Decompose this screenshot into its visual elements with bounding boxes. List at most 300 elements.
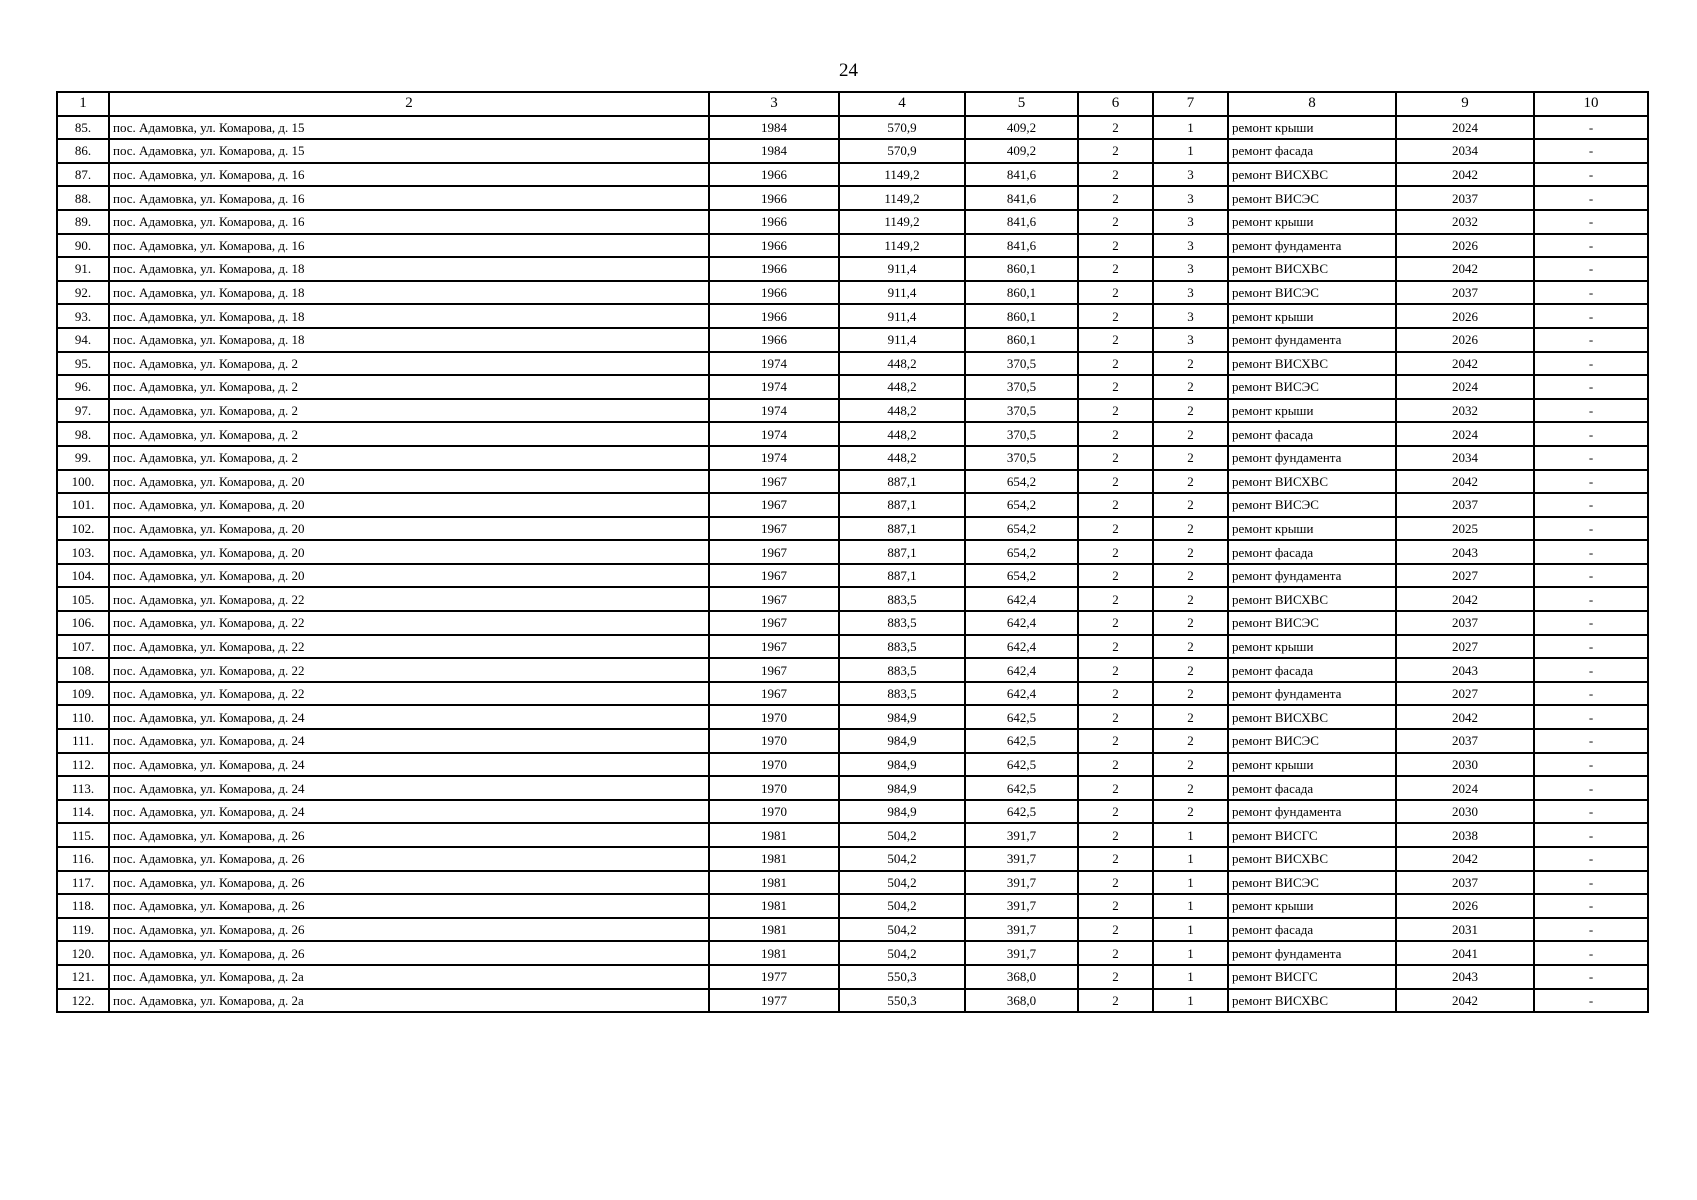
build-year-cell: 1966 [709,163,839,187]
work-type-cell: ремонт ВИСЭС [1228,281,1396,305]
address-cell: пос. Адамовка, ул. Комарова, д. 18 [109,328,709,352]
entrances-cell: 1 [1153,871,1228,895]
entrances-cell: 2 [1153,800,1228,824]
row-number-cell: 85. [57,116,109,140]
work-type-cell: ремонт ВИСХВС [1228,847,1396,871]
build-year-cell: 1981 [709,847,839,871]
entrances-cell: 1 [1153,823,1228,847]
planned-year-cell: 2026 [1396,304,1534,328]
build-year-cell: 1967 [709,682,839,706]
living-area-cell: 841,6 [965,186,1078,210]
note-cell: - [1534,587,1648,611]
entrances-cell: 2 [1153,399,1228,423]
build-year-cell: 1977 [709,989,839,1013]
address-cell: пос. Адамовка, ул. Комарова, д. 22 [109,682,709,706]
row-number-cell: 86. [57,139,109,163]
floors-cell: 2 [1078,847,1153,871]
address-cell: пос. Адамовка, ул. Комарова, д. 16 [109,210,709,234]
build-year-cell: 1967 [709,470,839,494]
entrances-cell: 2 [1153,705,1228,729]
note-cell: - [1534,116,1648,140]
entrances-cell: 3 [1153,328,1228,352]
note-cell: - [1534,422,1648,446]
note-cell: - [1534,540,1648,564]
total-area-cell: 911,4 [839,304,965,328]
table-row [57,823,1648,847]
header-cell: 4 [839,92,965,116]
work-type-cell: ремонт фасада [1228,139,1396,163]
address-cell: пос. Адамовка, ул. Комарова, д. 20 [109,517,709,541]
work-type-cell: ремонт фасада [1228,658,1396,682]
total-area-cell: 883,5 [839,658,965,682]
table-row [57,894,1648,918]
planned-year-cell: 2042 [1396,587,1534,611]
entrances-cell: 3 [1153,281,1228,305]
floors-cell: 2 [1078,800,1153,824]
planned-year-cell: 2030 [1396,800,1534,824]
floors-cell: 2 [1078,257,1153,281]
address-cell: пос. Адамовка, ул. Комарова, д. 2 [109,399,709,423]
build-year-cell: 1984 [709,139,839,163]
total-area-cell: 1149,2 [839,163,965,187]
total-area-cell: 448,2 [839,446,965,470]
total-area-cell: 984,9 [839,800,965,824]
header-cell: 6 [1078,92,1153,116]
address-cell: пос. Адамовка, ул. Комарова, д. 24 [109,800,709,824]
work-type-cell: ремонт крыши [1228,894,1396,918]
living-area-cell: 368,0 [965,989,1078,1013]
planned-year-cell: 2026 [1396,894,1534,918]
table-row [57,729,1648,753]
planned-year-cell: 2024 [1396,375,1534,399]
table-row [57,871,1648,895]
work-type-cell: ремонт ВИСЭС [1228,375,1396,399]
build-year-cell: 1967 [709,611,839,635]
living-area-cell: 391,7 [965,871,1078,895]
floors-cell: 2 [1078,517,1153,541]
floors-cell: 2 [1078,493,1153,517]
row-number-cell: 105. [57,587,109,611]
planned-year-cell: 2042 [1396,705,1534,729]
total-area-cell: 570,9 [839,139,965,163]
note-cell: - [1534,493,1648,517]
entrances-cell: 2 [1153,682,1228,706]
build-year-cell: 1974 [709,446,839,470]
planned-year-cell: 2042 [1396,163,1534,187]
table-row [57,234,1648,258]
note-cell: - [1534,328,1648,352]
row-number-cell: 116. [57,847,109,871]
total-area-cell: 883,5 [839,635,965,659]
row-number-cell: 113. [57,776,109,800]
work-type-cell: ремонт ВИСЭС [1228,871,1396,895]
address-cell: пос. Адамовка, ул. Комарова, д. 26 [109,871,709,895]
entrances-cell: 3 [1153,163,1228,187]
work-type-cell: ремонт крыши [1228,753,1396,777]
table-row [57,446,1648,470]
note-cell: - [1534,800,1648,824]
planned-year-cell: 2027 [1396,682,1534,706]
work-type-cell: ремонт крыши [1228,635,1396,659]
row-number-cell: 93. [57,304,109,328]
table-row [57,304,1648,328]
planned-year-cell: 2042 [1396,470,1534,494]
work-type-cell: ремонт фасада [1228,422,1396,446]
total-area-cell: 1149,2 [839,186,965,210]
planned-year-cell: 2027 [1396,635,1534,659]
living-area-cell: 642,4 [965,658,1078,682]
work-type-cell: ремонт ВИСХВС [1228,257,1396,281]
floors-cell: 2 [1078,328,1153,352]
address-cell: пос. Адамовка, ул. Комарова, д. 24 [109,753,709,777]
address-cell: пос. Адамовка, ул. Комарова, д. 24 [109,729,709,753]
note-cell: - [1534,729,1648,753]
address-cell: пос. Адамовка, ул. Комарова, д. 2а [109,965,709,989]
build-year-cell: 1981 [709,823,839,847]
note-cell: - [1534,753,1648,777]
address-cell: пос. Адамовка, ул. Комарова, д. 2а [109,989,709,1013]
row-number-cell: 110. [57,705,109,729]
floors-cell: 2 [1078,965,1153,989]
build-year-cell: 1966 [709,328,839,352]
floors-cell: 2 [1078,281,1153,305]
living-area-cell: 654,2 [965,517,1078,541]
living-area-cell: 841,6 [965,210,1078,234]
build-year-cell: 1967 [709,540,839,564]
address-cell: пос. Адамовка, ул. Комарова, д. 2 [109,422,709,446]
work-type-cell: ремонт ВИСХВС [1228,587,1396,611]
total-area-cell: 887,1 [839,564,965,588]
note-cell: - [1534,470,1648,494]
build-year-cell: 1970 [709,729,839,753]
address-cell: пос. Адамовка, ул. Комарова, д. 26 [109,847,709,871]
living-area-cell: 642,4 [965,682,1078,706]
living-area-cell: 642,5 [965,776,1078,800]
floors-cell: 2 [1078,210,1153,234]
table-row [57,682,1648,706]
work-type-cell: ремонт фундамента [1228,446,1396,470]
total-area-cell: 448,2 [839,399,965,423]
address-cell: пос. Адамовка, ул. Комарова, д. 20 [109,493,709,517]
living-area-cell: 654,2 [965,493,1078,517]
total-area-cell: 984,9 [839,729,965,753]
address-cell: пос. Адамовка, ул. Комарова, д. 24 [109,776,709,800]
build-year-cell: 1981 [709,871,839,895]
row-number-cell: 112. [57,753,109,777]
planned-year-cell: 2037 [1396,186,1534,210]
row-number-cell: 115. [57,823,109,847]
total-area-cell: 448,2 [839,352,965,376]
build-year-cell: 1974 [709,375,839,399]
table-row [57,186,1648,210]
living-area-cell: 391,7 [965,918,1078,942]
header-cell: 7 [1153,92,1228,116]
header-row [57,92,1648,116]
floors-cell: 2 [1078,658,1153,682]
address-cell: пос. Адамовка, ул. Комарова, д. 26 [109,918,709,942]
floors-cell: 2 [1078,776,1153,800]
entrances-cell: 2 [1153,587,1228,611]
work-type-cell: ремонт фундамента [1228,564,1396,588]
floors-cell: 2 [1078,611,1153,635]
planned-year-cell: 2032 [1396,399,1534,423]
planned-year-cell: 2024 [1396,116,1534,140]
address-cell: пос. Адамовка, ул. Комарова, д. 15 [109,116,709,140]
note-cell: - [1534,352,1648,376]
work-type-cell: ремонт крыши [1228,304,1396,328]
address-cell: пос. Адамовка, ул. Комарова, д. 2 [109,352,709,376]
build-year-cell: 1967 [709,517,839,541]
entrances-cell: 1 [1153,116,1228,140]
work-type-cell: ремонт фундамента [1228,941,1396,965]
living-area-cell: 654,2 [965,540,1078,564]
planned-year-cell: 2027 [1396,564,1534,588]
work-type-cell: ремонт фасада [1228,918,1396,942]
table-row [57,847,1648,871]
note-cell: - [1534,894,1648,918]
row-number-cell: 97. [57,399,109,423]
work-type-cell: ремонт ВИСЭС [1228,186,1396,210]
planned-year-cell: 2037 [1396,611,1534,635]
header-cell: 10 [1534,92,1648,116]
work-type-cell: ремонт фасада [1228,540,1396,564]
build-year-cell: 1981 [709,941,839,965]
table-row [57,918,1648,942]
living-area-cell: 642,5 [965,729,1078,753]
total-area-cell: 504,2 [839,823,965,847]
floors-cell: 2 [1078,682,1153,706]
table-row [57,800,1648,824]
living-area-cell: 642,5 [965,705,1078,729]
note-cell: - [1534,446,1648,470]
note-cell: - [1534,517,1648,541]
work-type-cell: ремонт ВИСХВС [1228,470,1396,494]
header-cell: 1 [57,92,109,116]
floors-cell: 2 [1078,823,1153,847]
address-cell: пос. Адамовка, ул. Комарова, д. 16 [109,163,709,187]
note-cell: - [1534,163,1648,187]
work-type-cell: ремонт ВИСЭС [1228,611,1396,635]
living-area-cell: 860,1 [965,257,1078,281]
address-cell: пос. Адамовка, ул. Комарова, д. 15 [109,139,709,163]
note-cell: - [1534,682,1648,706]
note-cell: - [1534,611,1648,635]
row-number-cell: 100. [57,470,109,494]
page-number: 24 [839,60,858,81]
work-type-cell: ремонт фундамента [1228,682,1396,706]
total-area-cell: 448,2 [839,422,965,446]
entrances-cell: 1 [1153,847,1228,871]
address-cell: пос. Адамовка, ул. Комарова, д. 22 [109,635,709,659]
build-year-cell: 1966 [709,210,839,234]
table-row [57,776,1648,800]
work-type-cell: ремонт крыши [1228,116,1396,140]
living-area-cell: 860,1 [965,328,1078,352]
total-area-cell: 984,9 [839,705,965,729]
entrances-cell: 2 [1153,753,1228,777]
address-cell: пос. Адамовка, ул. Комарова, д. 22 [109,587,709,611]
build-year-cell: 1974 [709,422,839,446]
row-number-cell: 117. [57,871,109,895]
total-area-cell: 550,3 [839,965,965,989]
note-cell: - [1534,989,1648,1013]
table-row [57,328,1648,352]
total-area-cell: 550,3 [839,989,965,1013]
build-year-cell: 1984 [709,116,839,140]
table-row [57,163,1648,187]
table-row [57,375,1648,399]
work-type-cell: ремонт крыши [1228,517,1396,541]
table-row [57,422,1648,446]
floors-cell: 2 [1078,470,1153,494]
entrances-cell: 2 [1153,540,1228,564]
table-row [57,989,1648,1013]
floors-cell: 2 [1078,422,1153,446]
build-year-cell: 1966 [709,257,839,281]
address-cell: пос. Адамовка, ул. Комарова, д. 26 [109,941,709,965]
living-area-cell: 391,7 [965,894,1078,918]
work-type-cell: ремонт фундамента [1228,800,1396,824]
note-cell: - [1534,776,1648,800]
entrances-cell: 2 [1153,375,1228,399]
planned-year-cell: 2037 [1396,281,1534,305]
table-row [57,281,1648,305]
living-area-cell: 370,5 [965,399,1078,423]
note-cell: - [1534,658,1648,682]
row-number-cell: 103. [57,540,109,564]
floors-cell: 2 [1078,635,1153,659]
floors-cell: 2 [1078,186,1153,210]
address-cell: пос. Адамовка, ул. Комарова, д. 26 [109,894,709,918]
note-cell: - [1534,210,1648,234]
living-area-cell: 654,2 [965,470,1078,494]
floors-cell: 2 [1078,729,1153,753]
table-row [57,705,1648,729]
floors-cell: 2 [1078,399,1153,423]
total-area-cell: 504,2 [839,918,965,942]
row-number-cell: 91. [57,257,109,281]
address-cell: пос. Адамовка, ул. Комарова, д. 18 [109,281,709,305]
total-area-cell: 911,4 [839,328,965,352]
entrances-cell: 1 [1153,989,1228,1013]
floors-cell: 2 [1078,446,1153,470]
total-area-cell: 570,9 [839,116,965,140]
address-cell: пос. Адамовка, ул. Комарова, д. 16 [109,186,709,210]
work-type-cell: ремонт фундамента [1228,234,1396,258]
living-area-cell: 642,4 [965,635,1078,659]
entrances-cell: 3 [1153,186,1228,210]
note-cell: - [1534,234,1648,258]
living-area-cell: 841,6 [965,163,1078,187]
floors-cell: 2 [1078,234,1153,258]
floors-cell: 2 [1078,753,1153,777]
address-cell: пос. Адамовка, ул. Комарова, д. 24 [109,705,709,729]
planned-year-cell: 2042 [1396,989,1534,1013]
floors-cell: 2 [1078,564,1153,588]
floors-cell: 2 [1078,116,1153,140]
address-cell: пос. Адамовка, ул. Комарова, д. 26 [109,823,709,847]
work-type-cell: ремонт ВИСГС [1228,965,1396,989]
table-row [57,611,1648,635]
table-row [57,139,1648,163]
planned-year-cell: 2037 [1396,493,1534,517]
floors-cell: 2 [1078,918,1153,942]
row-number-cell: 89. [57,210,109,234]
build-year-cell: 1967 [709,493,839,517]
entrances-cell: 3 [1153,234,1228,258]
entrances-cell: 3 [1153,210,1228,234]
entrances-cell: 2 [1153,422,1228,446]
work-type-cell: ремонт ВИСГС [1228,823,1396,847]
entrances-cell: 1 [1153,918,1228,942]
row-number-cell: 88. [57,186,109,210]
total-area-cell: 504,2 [839,941,965,965]
planned-year-cell: 2024 [1396,776,1534,800]
address-cell: пос. Адамовка, ул. Комарова, д. 20 [109,470,709,494]
table-row [57,470,1648,494]
address-cell: пос. Адамовка, ул. Комарова, д. 2 [109,446,709,470]
entrances-cell: 2 [1153,517,1228,541]
note-cell: - [1534,186,1648,210]
row-number-cell: 119. [57,918,109,942]
address-cell: пос. Адамовка, ул. Комарова, д. 20 [109,540,709,564]
planned-year-cell: 2041 [1396,941,1534,965]
build-year-cell: 1970 [709,705,839,729]
planned-year-cell: 2042 [1396,352,1534,376]
build-year-cell: 1977 [709,965,839,989]
note-cell: - [1534,705,1648,729]
total-area-cell: 504,2 [839,894,965,918]
living-area-cell: 391,7 [965,847,1078,871]
living-area-cell: 654,2 [965,564,1078,588]
planned-year-cell: 2025 [1396,517,1534,541]
address-cell: пос. Адамовка, ул. Комарова, д. 20 [109,564,709,588]
row-number-cell: 94. [57,328,109,352]
planned-year-cell: 2037 [1396,729,1534,753]
address-cell: пос. Адамовка, ул. Комарова, д. 18 [109,304,709,328]
row-number-cell: 122. [57,989,109,1013]
header-cell: 3 [709,92,839,116]
entrances-cell: 1 [1153,139,1228,163]
floors-cell: 2 [1078,871,1153,895]
entrances-cell: 2 [1153,776,1228,800]
build-year-cell: 1967 [709,635,839,659]
address-cell: пос. Адамовка, ул. Комарова, д. 22 [109,611,709,635]
total-area-cell: 883,5 [839,587,965,611]
note-cell: - [1534,965,1648,989]
total-area-cell: 911,4 [839,281,965,305]
build-year-cell: 1981 [709,918,839,942]
total-area-cell: 1149,2 [839,234,965,258]
note-cell: - [1534,823,1648,847]
note-cell: - [1534,375,1648,399]
table-row [57,941,1648,965]
address-cell: пос. Адамовка, ул. Комарова, д. 16 [109,234,709,258]
floors-cell: 2 [1078,163,1153,187]
entrances-cell: 1 [1153,965,1228,989]
row-number-cell: 114. [57,800,109,824]
address-cell: пос. Адамовка, ул. Комарова, д. 22 [109,658,709,682]
planned-year-cell: 2032 [1396,210,1534,234]
living-area-cell: 370,5 [965,375,1078,399]
address-cell: пос. Адамовка, ул. Комарова, д. 18 [109,257,709,281]
planned-year-cell: 2042 [1396,847,1534,871]
table-row [57,635,1648,659]
header-cell: 8 [1228,92,1396,116]
living-area-cell: 642,5 [965,800,1078,824]
entrances-cell: 2 [1153,446,1228,470]
living-area-cell: 409,2 [965,139,1078,163]
